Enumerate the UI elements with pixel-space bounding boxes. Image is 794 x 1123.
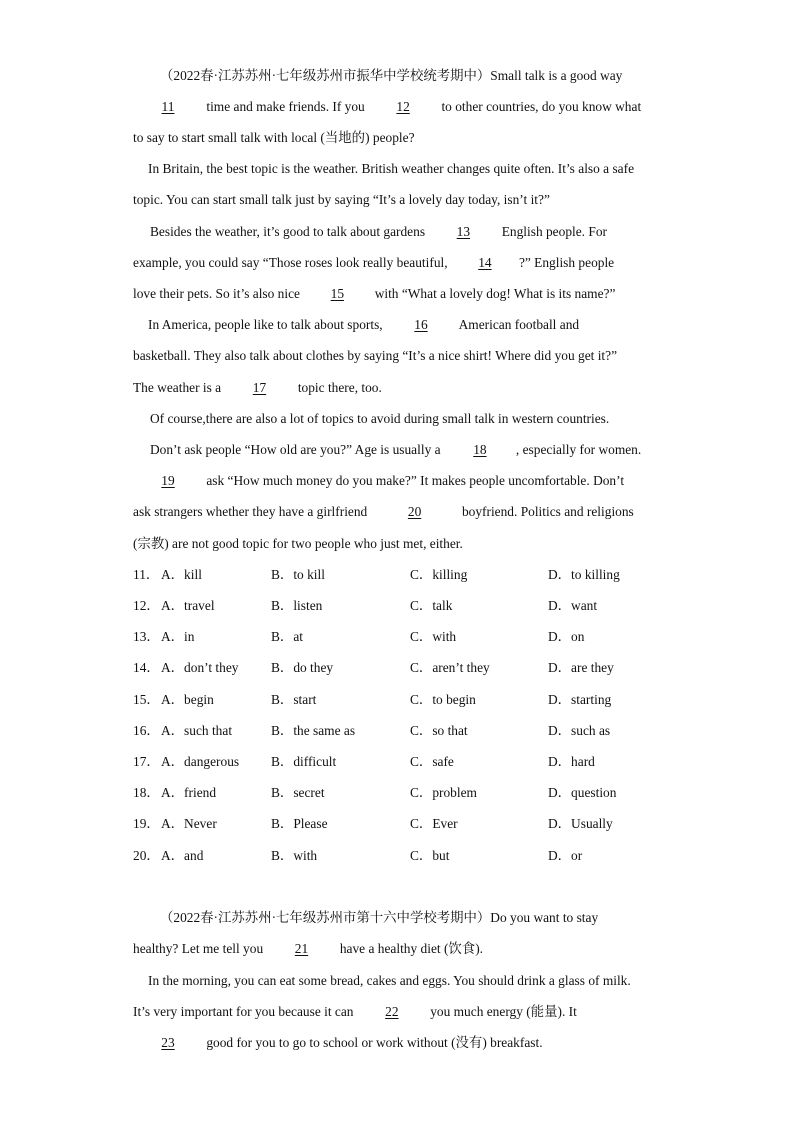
blank-14[interactable]: 14 [478,255,492,270]
passage1-line-7: example, you could say “Those roses look really beautiful, 14 ?” English people [133,255,615,270]
option-16-c[interactable]: C．so that [410,723,468,738]
passage1-line-16: (宗教) are not good topic for two people who just met, either. [133,536,463,551]
passage1-line-10: basketball. They also talk about clothes by saying “It’s a nice shirt! Where did you get it?” [133,348,618,363]
option-11-c[interactable]: C．killing [410,567,468,582]
blank-23[interactable]: 23 [161,1035,175,1050]
option-12-b[interactable]: B．listen [271,598,323,613]
passage1-line-3: to say to start small talk with local (当地的) people? [133,130,415,145]
options-row-16: 16． A．such that B．the same as C．so that D．such as [133,723,611,738]
option-14-d[interactable]: D．are they [548,660,614,675]
passage2-line-3: In the morning, you can eat some bread, cakes and eggs. You should drink a glass of milk. [148,973,631,988]
passage2-line-1: （2022春·江苏苏州·七年级苏州市第十六中学校考期中）Do you want to stay [160,910,599,925]
blank-16[interactable]: 16 [414,317,428,332]
passage1-line-14: 19 ask “How much money do you make?” It makes people uncomfortable. Don’t [133,472,624,490]
passage1-line-4: In Britain, the best topic is the weather. British weather changes quite often. It’s also a safe [148,161,635,176]
options-row-18: 18． A．friend B．secret C．problem D．question [133,785,617,800]
passage1-line-9: In America, people like to talk about sports, 16 American football and [148,317,580,332]
passage1-line-1: （2022春·江苏苏州·七年级苏州市振华中学校统考期中）Small talk is a good way [160,68,623,83]
option-16-d[interactable]: D．such as [548,723,611,738]
options-row-12: 12． A．travel B．listen C．talk D．want [133,598,598,613]
option-15-c[interactable]: C．to begin [410,692,476,707]
blank-22[interactable]: 22 [385,1004,399,1019]
option-19-d[interactable]: D．Usually [548,816,613,831]
option-19-b[interactable]: B．Please [271,816,328,831]
blank-20[interactable]: 20 [407,504,422,519]
blank-21[interactable]: 21 [294,941,309,956]
options-row-13: 13． A．in B．at C．with D．on [133,629,585,644]
option-14-a[interactable]: A．don’t they [161,660,239,675]
blank-11[interactable]: 11 [161,99,175,114]
passage1-line-15: ask strangers whether they have a girlfriend 20 boyfriend. Politics and religions [133,504,634,519]
option-17-b[interactable]: B．difficult [271,754,337,769]
option-15-a[interactable]: A．begin [161,692,214,707]
blank-17[interactable]: 17 [252,380,267,395]
option-12-d[interactable]: D．want [548,598,598,613]
option-13-a[interactable]: A．in [161,629,195,644]
option-17-a[interactable]: A．dangerous [161,754,240,769]
options-row-11: 11． A．kill B．to kill C．killing D．to killing [133,567,620,582]
passage1-line-12: Of course,there are also a lot of topics to avoid during small talk in western countries. [150,411,610,426]
option-20-a[interactable]: A．and [161,848,204,863]
blank-19[interactable]: 19 [161,473,175,488]
option-18-a[interactable]: A．friend [161,785,217,800]
passage1-line-5: topic. You can start small talk just by saying “It’s a lovely day today, isn’t it?” [133,192,550,207]
passage2-line-4: It’s very important for you because it can 22 you much energy (能量). It [133,1004,577,1019]
option-20-c[interactable]: C．but [410,848,450,863]
options-row-15: 15． A．begin B．start C．to begin D．starting [133,692,612,707]
option-13-d[interactable]: D．on [548,629,585,644]
option-18-b[interactable]: B．secret [271,785,325,800]
option-17-c[interactable]: C．safe [410,754,454,769]
passage1-line-11: The weather is a 17 topic there, too. [133,380,382,395]
option-15-b[interactable]: B．start [271,692,317,707]
option-18-c[interactable]: C．problem [410,785,477,800]
option-20-b[interactable]: B．with [271,848,318,863]
option-17-d[interactable]: D．hard [548,754,595,769]
options-row-19: 19． A．Never B．Please C．Ever D．Usually [133,816,613,831]
blank-12[interactable]: 12 [396,99,410,114]
blank-15[interactable]: 15 [330,286,345,301]
option-14-c[interactable]: C．aren’t they [410,660,490,675]
option-19-c[interactable]: C．Ever [410,816,458,831]
option-20-d[interactable]: D．or [548,848,583,863]
option-16-b[interactable]: B．the same as [271,723,356,738]
passage1-line-6: Besides the weather, it’s good to talk about gardens 13 English people. For [150,224,607,239]
option-12-a[interactable]: A．travel [161,598,215,613]
option-13-b[interactable]: B．at [271,629,303,644]
passage1-source: （2022春·江苏苏州·七年级苏州市振华中学校统考期中） [160,68,491,83]
option-15-d[interactable]: D．starting [548,692,612,707]
options-row-17: 17． A．dangerous B．difficult C．safe D．hard [133,754,595,769]
option-19-a[interactable]: A．Never [161,816,217,831]
option-12-c[interactable]: C．talk [410,598,453,613]
options-row-20: 20． A．and B．with C．but D．or [133,848,583,863]
passage2-line-2: healthy? Let me tell you 21 have a healthy diet (饮食). [133,941,483,956]
option-11-d[interactable]: D．to killing [548,567,620,582]
passage1-line-8: love their pets. So it’s also nice 15 with “What a lovely dog! What is its name?” [133,286,616,301]
passage2-line-5: 23 good for you to go to school or work without (没有) breakfast. [133,1034,543,1052]
option-13-c[interactable]: C．with [410,629,457,644]
passage2-source: （2022春·江苏苏州·七年级苏州市第十六中学校考期中） [160,910,491,925]
option-11-a[interactable]: A．kill [161,567,202,582]
option-14-b[interactable]: B．do they [271,660,334,675]
option-16-a[interactable]: A．such that [161,723,233,738]
passage1-line-13: Don’t ask people “How old are you?” Age is usually a 18 , especially for women. [150,442,642,457]
blank-13[interactable]: 13 [456,224,471,239]
options-row-14: 14． A．don’t they B．do they C．aren’t they D．are they [133,660,614,675]
option-18-d[interactable]: D．question [548,785,617,800]
option-11-b[interactable]: B．to kill [271,567,325,582]
blank-18[interactable]: 18 [473,442,487,457]
passage1-line-2: 11 time and make friends. If you 12 to other countries, do you know what [133,98,641,116]
